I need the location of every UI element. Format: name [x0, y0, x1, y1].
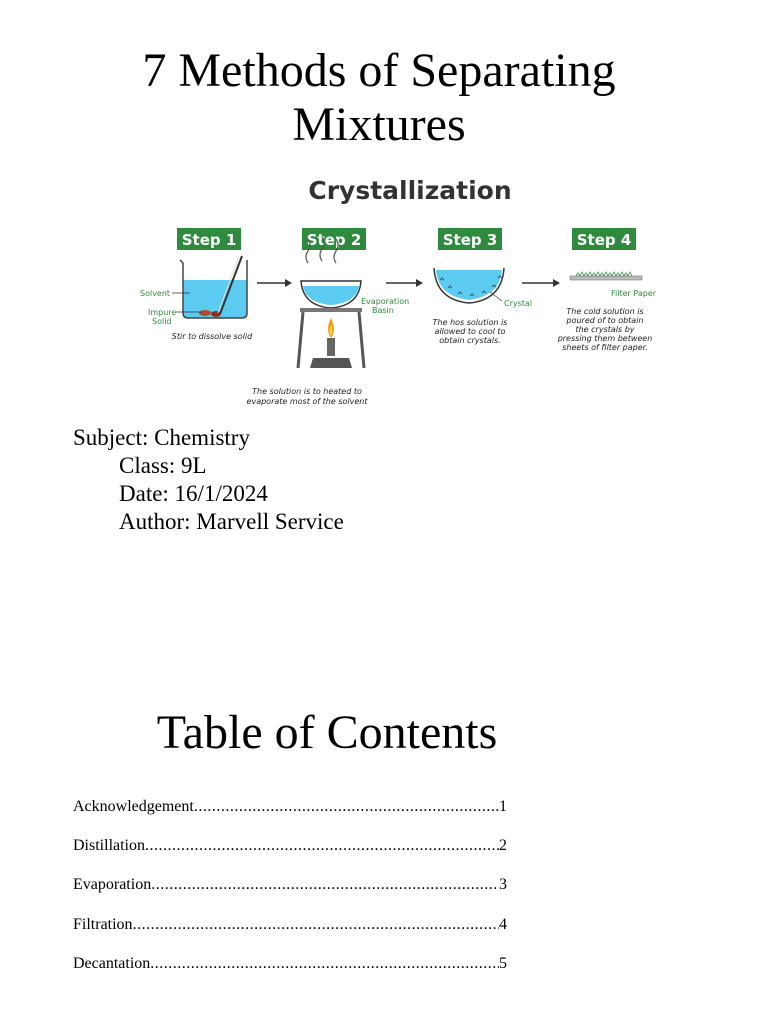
step-label-4: Step 4	[576, 231, 632, 249]
crystallization-figure	[130, 168, 660, 413]
table-of-contents	[73, 797, 507, 993]
toc-entry-label: Filtration	[73, 915, 133, 933]
caption-step-3-line-2: allowed to cool to	[434, 327, 506, 336]
toc-entry[interactable]	[73, 915, 507, 935]
label-crystal: Crystal	[504, 299, 533, 308]
toc-entry[interactable]	[73, 954, 507, 974]
caption-step-4-line-2: poured of to obtain	[566, 316, 644, 325]
caption-step-3-line-3: obtain crystals.	[439, 336, 501, 345]
toc-entry-page: 4	[499, 915, 507, 933]
step-label-2: Step 2	[306, 231, 362, 249]
label-basin: Basin	[372, 306, 394, 315]
crystallization-diagram	[130, 168, 660, 413]
label-impure: Impure	[148, 308, 177, 317]
step-label-3: Step 3	[442, 231, 498, 249]
evaporation-setup	[298, 237, 364, 368]
caption-step-1: Stir to dissolve solid	[171, 332, 253, 341]
step-label-1: Step 1	[181, 231, 237, 249]
toc-leader-dots	[194, 797, 499, 817]
toc-entry-page: 2	[499, 837, 507, 855]
document-meta	[73, 424, 344, 536]
label-solvent: Solvent	[140, 289, 171, 298]
toc-entry-page: 3	[499, 876, 507, 894]
meta-author: Author: Marvell Service	[119, 509, 344, 534]
arrow-2	[386, 279, 423, 287]
toc-entry-label: Distillation	[73, 837, 145, 855]
toc-title: Table of Contents	[156, 706, 498, 759]
arrow-1	[257, 279, 292, 287]
step-badge-3	[438, 228, 502, 250]
toc-leader-dots	[145, 836, 499, 856]
meta-class: Class: 9L	[119, 453, 207, 478]
caption-step-4-line-4: pressing them between	[557, 334, 653, 343]
figure-title: Crystallization	[308, 176, 512, 205]
caption-step-3-line-1: The hos solution is	[432, 318, 508, 327]
document-title	[0, 44, 758, 152]
cooling-basin	[434, 268, 504, 303]
caption-step-4-line-1: The cold solution is	[566, 307, 644, 316]
arrow-3	[522, 279, 560, 287]
step-badge-2	[302, 228, 366, 250]
toc-entry-page: 1	[499, 798, 507, 815]
toc-entry-label: Decantation	[73, 954, 151, 972]
caption-step-4-line-3: the crystals by	[575, 325, 635, 334]
caption-step-2-line-2: evaporate most of the solvent	[246, 397, 368, 406]
step-badge-1	[177, 228, 241, 250]
title-line-1: 7 Methods of Separating	[142, 44, 616, 97]
meta-date: Date: 16/1/2024	[119, 481, 268, 506]
toc-entry-label: Evaporation	[73, 876, 152, 894]
label-filter-paper: Filter Paper	[611, 289, 657, 298]
toc-entry[interactable]	[73, 836, 507, 856]
toc-entry-page: 5	[499, 954, 507, 972]
toc-entry[interactable]	[73, 875, 507, 895]
label-evaporation: Evaporation	[361, 297, 410, 306]
label-solid: Solid	[152, 317, 172, 326]
toc-entry[interactable]	[73, 797, 507, 817]
toc-entry-label: Acknowledgement	[73, 798, 194, 815]
caption-step-4-line-5: sheets of filter paper.	[562, 343, 648, 352]
toc-leader-dots	[151, 875, 499, 895]
meta-subject: Subject: Chemistry	[73, 425, 250, 450]
filter-paper	[570, 272, 642, 280]
beaker	[180, 256, 247, 318]
toc-leader-dots	[150, 954, 499, 974]
caption-step-2-line-1: The solution is to heated to	[252, 387, 362, 396]
step-badge-4	[572, 228, 636, 250]
title-line-2: Mixtures	[292, 98, 466, 151]
toc-leader-dots	[133, 915, 499, 935]
